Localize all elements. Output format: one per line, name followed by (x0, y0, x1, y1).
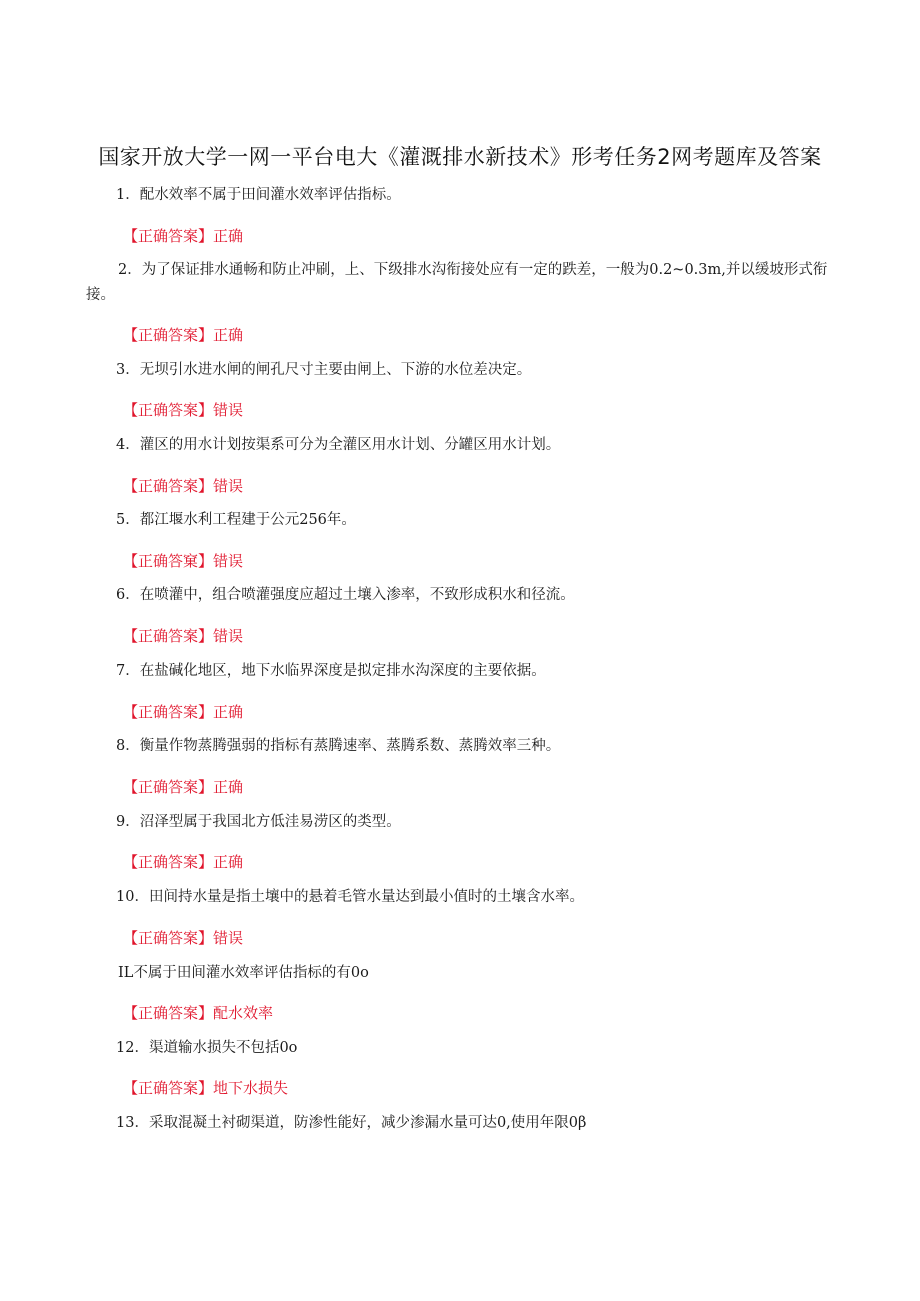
answer-label: 【正确答案】 (123, 1004, 214, 1022)
question-number: 8 (116, 738, 126, 754)
answer-label: 【正确答案】 (123, 703, 214, 721)
document-title: 国家开放大学一网一平台电大《灌溉排水新技术》形考任务2网考题库及答案 (98, 145, 822, 169)
question-text: ．在盐碱化地区，地下水临界深度是拟定排水沟深度的主要依据。 (125, 663, 546, 679)
answer-value: 配水效率 (213, 1004, 274, 1022)
answer-5 (123, 551, 243, 571)
question-number: 3 (116, 362, 126, 378)
question-1 (86, 183, 846, 208)
answer-11 (123, 1003, 273, 1023)
answer-3 (123, 400, 243, 420)
question-8 (86, 734, 846, 759)
answer-12 (123, 1078, 288, 1098)
question-text: IL不属于田间灌水效率评估指标的有0o (118, 965, 369, 981)
answer-value: 错误 (213, 477, 244, 495)
answer-label: 【正确答案】 (123, 326, 214, 344)
question-number: 9 (116, 814, 126, 830)
question-number: 1 (116, 187, 126, 203)
answer-label: 【正确答案】 (123, 1079, 214, 1097)
question-number: 5 (116, 512, 126, 528)
question-number: 13 (116, 1115, 135, 1131)
question-9 (86, 810, 846, 835)
question-4 (86, 433, 846, 458)
question-text: ．衡量作物蒸腾强弱的指标有蒸腾速率、蒸腾系数、蒸腾效率三种。 (125, 738, 561, 754)
answer-10 (123, 928, 243, 948)
question-2 (86, 258, 846, 308)
answer-value: 正确 (213, 227, 244, 245)
question-number: 7 (116, 663, 126, 679)
answer-8 (123, 777, 243, 797)
answer-label: 【正确答案】 (123, 929, 214, 947)
question-5 (86, 508, 846, 533)
answer-6 (123, 626, 243, 646)
question-text: ．田间持水量是指土壤中的悬着毛管水量达到最小值时的土壤含水率。 (134, 889, 584, 905)
answer-value: 正确 (213, 778, 244, 796)
answer-value: 正确 (213, 703, 244, 721)
question-7 (86, 659, 846, 684)
answer-7 (123, 702, 243, 722)
answer-value: 地下水损失 (213, 1079, 289, 1097)
question-text: ．采取混凝土衬砌渠道，防渗性能好，减少渗漏水量可达0,使用年限0β (134, 1115, 587, 1131)
answer-value: 正确 (213, 326, 244, 344)
answer-label: 【正确答案】 (123, 853, 214, 871)
question-13 (86, 1111, 846, 1136)
answer-label: 【正确答案】 (123, 778, 214, 796)
question-text: ．都江堰水利工程建于公元256年。 (125, 512, 356, 528)
answer-1 (123, 226, 243, 246)
question-text: ．渠道输水损失不包括0o (134, 1040, 298, 1056)
answer-label: 【正确答案】 (123, 627, 214, 645)
question-number: 4 (116, 437, 126, 453)
answer-value: 正确 (213, 853, 244, 871)
question-text: ．灌区的用水计划按渠系可分为全灌区用水计划、分罐区用水计划。 (125, 437, 561, 453)
question-12 (86, 1036, 846, 1061)
question-text: ．无坝引水进水闸的闸孔尺寸主要由闸上、下游的水位差决定。 (125, 362, 532, 378)
answer-value: 错误 (213, 401, 244, 419)
question-text: ．沼泽型属于我国北方低洼易涝区的类型。 (125, 814, 401, 830)
question-text: ．配水效率不属于田间灌水效率评估指标。 (125, 187, 401, 203)
answer-value: 错误 (213, 929, 244, 947)
question-text: ．为了保证排水通畅和防止冲刷，上、下级排水沟衔接处应有一定的跌差，一般为0.2~0.3m,并以缓坡形式衔接。 (86, 262, 828, 303)
answer-4 (123, 476, 243, 496)
answer-2 (123, 325, 243, 345)
answer-value: 错误 (213, 552, 244, 570)
question-number: 10 (116, 889, 135, 905)
question-number: 6 (116, 587, 126, 603)
question-number: 2 (118, 262, 128, 278)
question-3 (86, 358, 846, 383)
answer-value: 错误 (213, 627, 244, 645)
answer-9 (123, 852, 243, 872)
answer-label: 【正确答窠】 (123, 552, 214, 570)
answer-label: 【正确答案】 (123, 401, 214, 419)
question-text: ．在喷灌中，组合喷灌强度应超过土壤入渗率，不致形成积水和径流。 (125, 587, 575, 603)
question-6 (86, 583, 846, 608)
question-10 (86, 885, 846, 910)
answer-label: 【正确答案】 (123, 477, 214, 495)
question-11 (118, 961, 878, 986)
answer-label: 【正确答案】 (123, 227, 214, 245)
question-number: 12 (116, 1040, 135, 1056)
